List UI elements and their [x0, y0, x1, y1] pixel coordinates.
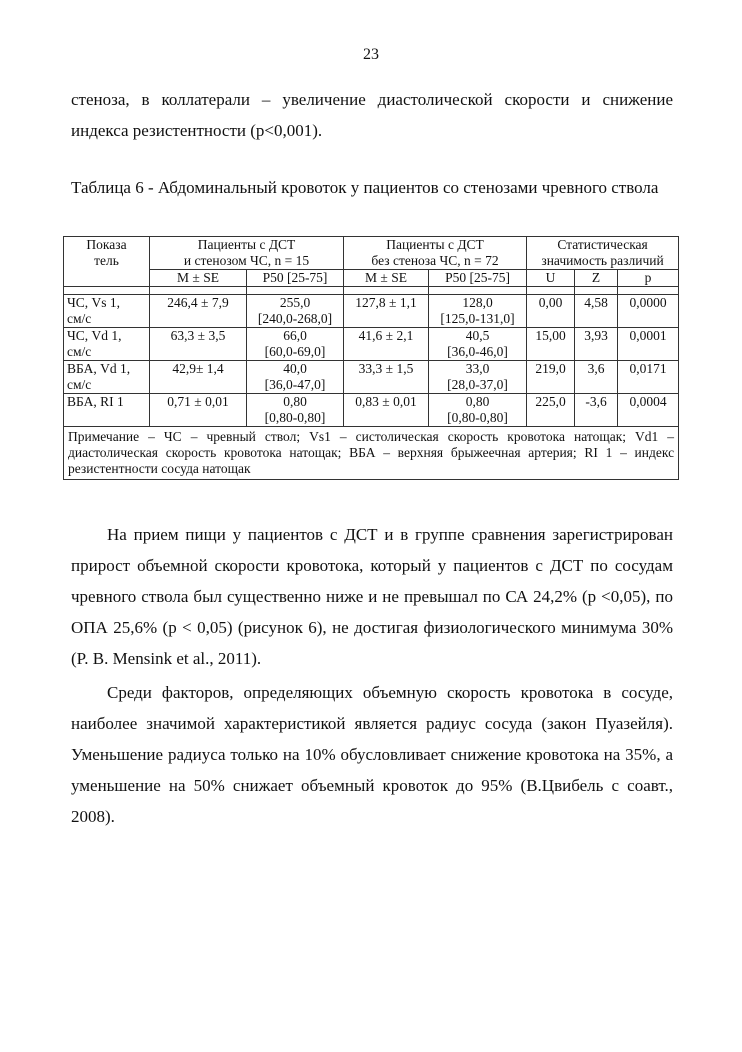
row-mean-se-1: 63,3 ± 3,5: [150, 328, 247, 361]
table-header-row: [64, 237, 679, 270]
subheader-cell: P50 [25-75]: [429, 270, 527, 287]
row-p: 0,0171: [618, 361, 679, 394]
row-mean-se-2: 0,83 ± 0,01: [344, 394, 429, 427]
table-subheader-row: [64, 270, 679, 287]
row-u: 0,00: [527, 295, 575, 328]
row-z: -3,6: [575, 394, 618, 427]
table-row: [64, 295, 679, 328]
row-mean-se-1: 42,9± 1,4: [150, 361, 247, 394]
row-mean-se-1: 0,71 ± 0,01: [150, 394, 247, 427]
table-spacer-row: [64, 287, 679, 295]
row-median-1: 255,0 [240,0-268,0]: [247, 295, 344, 328]
paragraph-1: стеноза, в коллатерали – увеличение диастолической скорости и снижение индекса резистентности (р<0,001).: [71, 90, 673, 140]
table-note: Примечание – ЧС – чревный ствол; Vs1 – систолическая скорость кровотока натощак; Vd1 – диастолическая скорость кровотока натощак; ВБА – верхняя брыжеечная артерия; RI 1 – индекс резистентности сосуда натощак: [64, 427, 679, 480]
row-parameter: ВБА, RI 1: [64, 394, 150, 427]
subheader-cell: P50 [25-75]: [247, 270, 344, 287]
header-group-with-stenosis: Пациенты с ДСТ и стенозом ЧС, n = 15: [150, 237, 344, 270]
row-z: 3,6: [575, 361, 618, 394]
header-statistics: Статистическая значимость различий: [527, 237, 679, 270]
subheader-cell: p: [618, 270, 679, 287]
row-parameter: ЧС, Vd 1, см/с: [64, 328, 150, 361]
row-u: 219,0: [527, 361, 575, 394]
row-u: 225,0: [527, 394, 575, 427]
row-median-1: 66,0 [60,0-69,0]: [247, 328, 344, 361]
table-row: [64, 394, 679, 427]
row-median-1: 0,80 [0,80-0,80]: [247, 394, 344, 427]
row-z: 3,93: [575, 328, 618, 361]
row-mean-se-1: 246,4 ± 7,9: [150, 295, 247, 328]
table-row: [64, 328, 679, 361]
header-parameter: Показа тель: [64, 237, 150, 287]
row-parameter: ЧС, Vs 1, см/с: [64, 295, 150, 328]
row-p: 0,0001: [618, 328, 679, 361]
row-median-2: 33,0 [28,0-37,0]: [429, 361, 527, 394]
subheader-cell: M ± SE: [344, 270, 429, 287]
row-z: 4,58: [575, 295, 618, 328]
row-p: 0,0004: [618, 394, 679, 427]
paragraph-2: На прием пищи у пациентов с ДСТ и в группе сравнения зарегистрирован прирост объемной скорости кровотока, который у пациентов с ДСТ по сосудам чревного ствола был существенно ниже и не превышал по СА 24,2% (р <0,05), по ОПА 25,6% (р < 0,05) (рисунок 6), не достигая физиологического минимума 30% (P. B. Mensink et al., 2011).: [71, 525, 673, 668]
row-mean-se-2: 41,6 ± 2,1: [344, 328, 429, 361]
row-parameter: ВБА, Vd 1, см/с: [64, 361, 150, 394]
row-median-2: 0,80 [0,80-0,80]: [429, 394, 527, 427]
subheader-cell: Z: [575, 270, 618, 287]
paragraph-3: Среди факторов, определяющих объемную скорость кровотока в сосуде, наиболее значимой характеристикой является радиус сосуда (закон Пуазейля). Уменьшение радиуса только на 10% обусловливает снижение кровотока на 35%, а уменьшение на 50% снижает объемный кровоток до 95% (В.Цвибель с соавт., 2008).: [71, 683, 673, 826]
row-mean-se-2: 127,8 ± 1,1: [344, 295, 429, 328]
row-u: 15,00: [527, 328, 575, 361]
subheader-cell: M ± SE: [150, 270, 247, 287]
data-table: [63, 236, 679, 480]
header-group-without-stenosis: Пациенты с ДСТ без стеноза ЧС, n = 72: [344, 237, 527, 270]
table-row: [64, 361, 679, 394]
row-mean-se-2: 33,3 ± 1,5: [344, 361, 429, 394]
row-p: 0,0000: [618, 295, 679, 328]
row-median-2: 40,5 [36,0-46,0]: [429, 328, 527, 361]
table-note-row: [64, 427, 679, 480]
row-median-1: 40,0 [36,0-47,0]: [247, 361, 344, 394]
row-median-2: 128,0 [125,0-131,0]: [429, 295, 527, 328]
subheader-cell: U: [527, 270, 575, 287]
page-number: 23: [363, 46, 379, 63]
table-caption: Таблица 6 - Абдоминальный кровоток у пациентов со стенозами чревного ствола: [71, 178, 659, 197]
